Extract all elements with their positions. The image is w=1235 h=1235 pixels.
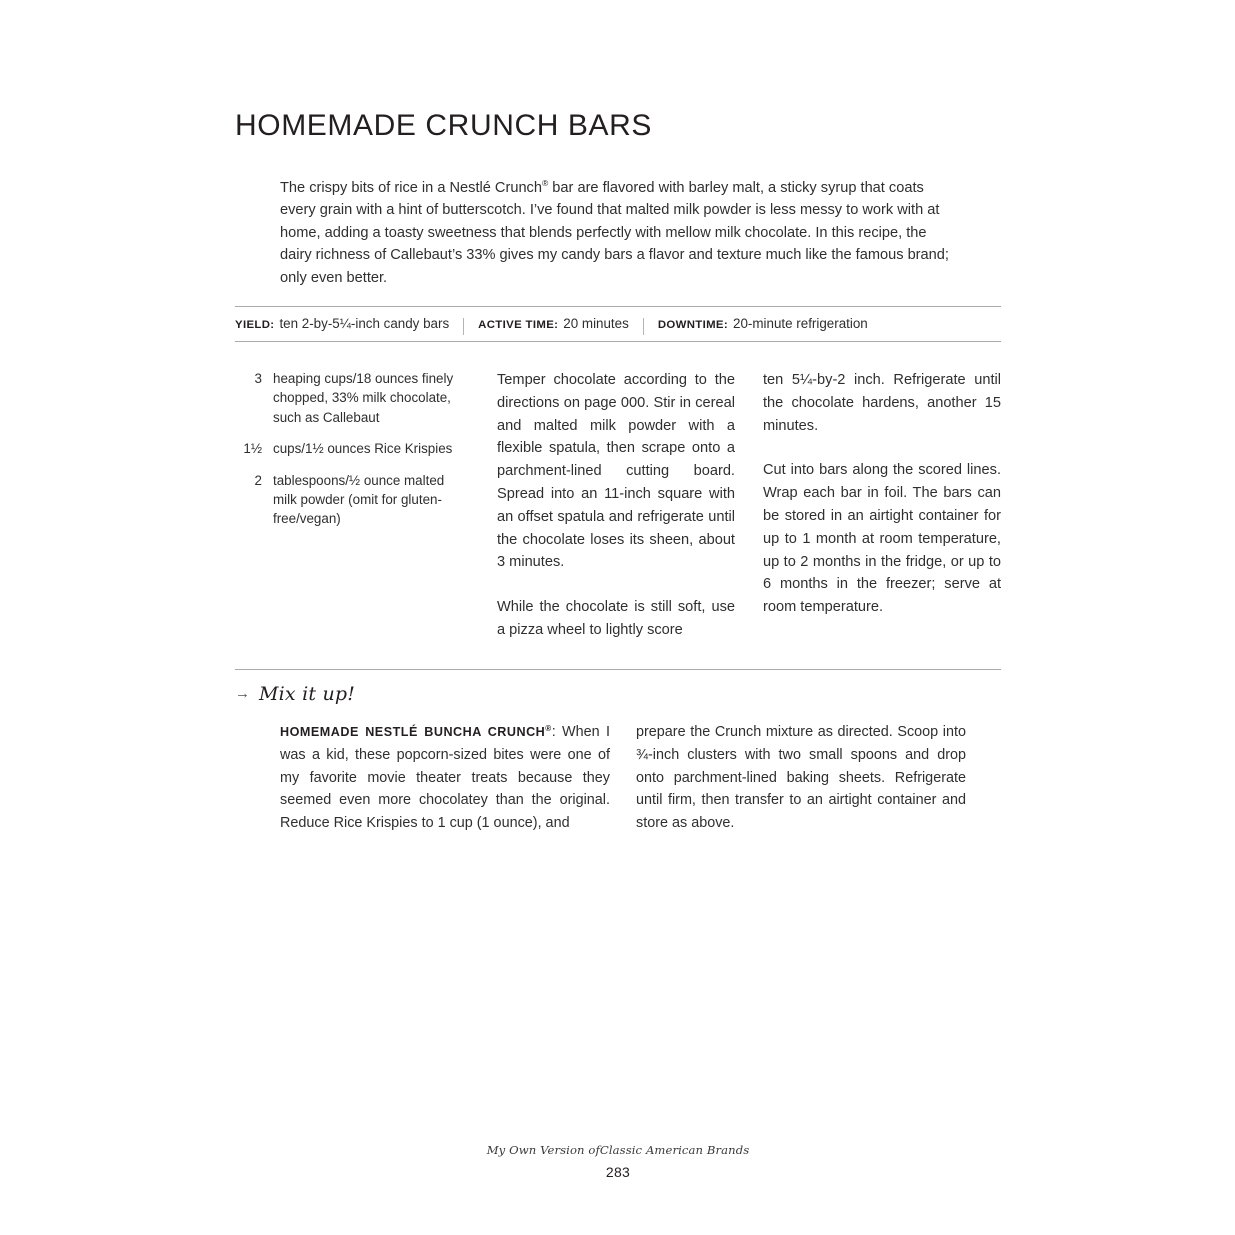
mix-it-up-title: Mix it up! <box>259 683 356 705</box>
ingredient-item <box>235 369 470 427</box>
divider-above-meta <box>235 306 1001 307</box>
intro-text-part-two: bar are flavored with barley malt, a sticky syrup that coats every grain with a hint of butterscotch. I’ve found that malted milk powder is less messy to work with at home, adding a toasty sweetness that blends perfectly with mellow milk chocolate. In this recipe, the dairy richness of Callebaut’s 33% gives my candy bars a flavor and texture much like the famous brand; only even better. <box>280 179 949 286</box>
instruction-paragraph: While the chocolate is still soft, use a pizza wheel to lightly score <box>497 599 735 638</box>
variation-paragraph <box>280 721 610 835</box>
mix-it-up-header <box>235 683 355 705</box>
recipe-meta-row <box>235 314 868 335</box>
meta-downtime <box>658 314 868 335</box>
registered-trademark-icon: ® <box>541 177 549 188</box>
meta-downtime-value: 20-minute refrigeration <box>733 316 868 331</box>
meta-separator <box>643 318 644 335</box>
page-title: HOMEMADE CRUNCH BARS <box>235 109 653 142</box>
ingredient-amount: 1½ <box>243 441 262 457</box>
divider-above-mix-it-up <box>235 669 1001 670</box>
intro-paragraph <box>280 177 960 290</box>
ingredient-item <box>235 471 470 529</box>
meta-downtime-label: DOWNTIME: <box>657 319 729 331</box>
ingredient-amount: 3 <box>254 371 262 386</box>
ingredient-description: heaping cups/18 ounces finely chopped, 33% milk chocolate, such as Callebaut <box>273 371 454 425</box>
page-number: 283 <box>605 1164 631 1180</box>
meta-active-time <box>478 314 629 335</box>
variation-paragraph: prepare the Crunch mixture as directed. Scoop into ¾-inch clusters with two small spoons and drop onto parchment-lined baking sheets. Refrigerate until firm, then transfer to an airtight container and store as above. <box>636 724 966 832</box>
variation-name-text: HOMEMADE NESTLÉ BUNCHA CRUNCH <box>280 725 546 739</box>
running-head: My Own Version ofClassic American Brands <box>486 1143 750 1157</box>
meta-yield-label: YIELD: <box>235 319 275 331</box>
meta-yield-value: ten 2-by-5¼-inch candy bars <box>279 316 450 331</box>
variation-name <box>280 725 552 739</box>
ingredient-description: cups/1½ ounces Rice Krispies <box>273 441 453 457</box>
ingredient-description: tablespoons/½ ounce malted milk powder (omit for gluten-free/vegan) <box>273 472 445 527</box>
arrow-right-icon: → <box>235 684 250 702</box>
registered-trademark-icon: ® <box>545 723 552 733</box>
meta-active-time-value: 20 minutes <box>563 316 629 331</box>
variation-column-one <box>280 721 610 835</box>
meta-yield <box>235 314 449 335</box>
instruction-paragraph: ten 5¼-by-2 inch. Refrigerate until the chocolate hardens, another 15 minutes. <box>763 372 1001 434</box>
divider-below-meta <box>235 341 1001 342</box>
variation-body-part-one: : When I was a kid, these popcorn-sized bites were one of my favorite movie theater treats because they seemed even more chocolatey than the original. Reduce Rice Krispies to 1 cup (1 ounce), and <box>280 724 610 832</box>
ingredient-amount: 2 <box>254 472 262 488</box>
intro-text-part-one: The crispy bits of rice in a Nestlé Crunch <box>280 179 542 196</box>
recipe-body-columns <box>235 369 1001 654</box>
meta-separator <box>463 318 464 335</box>
ingredients-column <box>235 369 470 541</box>
instructions-column-two <box>763 369 1001 619</box>
recipe-page <box>235 0 1001 1235</box>
meta-active-time-label: ACTIVE TIME: <box>478 319 559 331</box>
page-footer <box>235 1143 1001 1180</box>
instruction-paragraph: Temper chocolate according to the directions on page 000. Stir in cereal and malted milk powder with a flexible spatula, then scrape onto a parchment-lined cutting board. Spread into an 11-inch square with an offset spatula and refrigerate until the chocolate loses its sheen, about 3 minutes. <box>497 372 735 571</box>
instruction-paragraph: Cut into bars along the scored lines. Wrap each bar in foil. The bars can be stored in an airtight container for up to 1 month at room temperature, up to 2 months in the fridge, or up to 6 months in the freezer; serve at room temperature. <box>763 462 1001 616</box>
variation-column-two <box>636 721 966 835</box>
instructions-column-one <box>497 369 735 642</box>
ingredient-item <box>235 439 470 458</box>
